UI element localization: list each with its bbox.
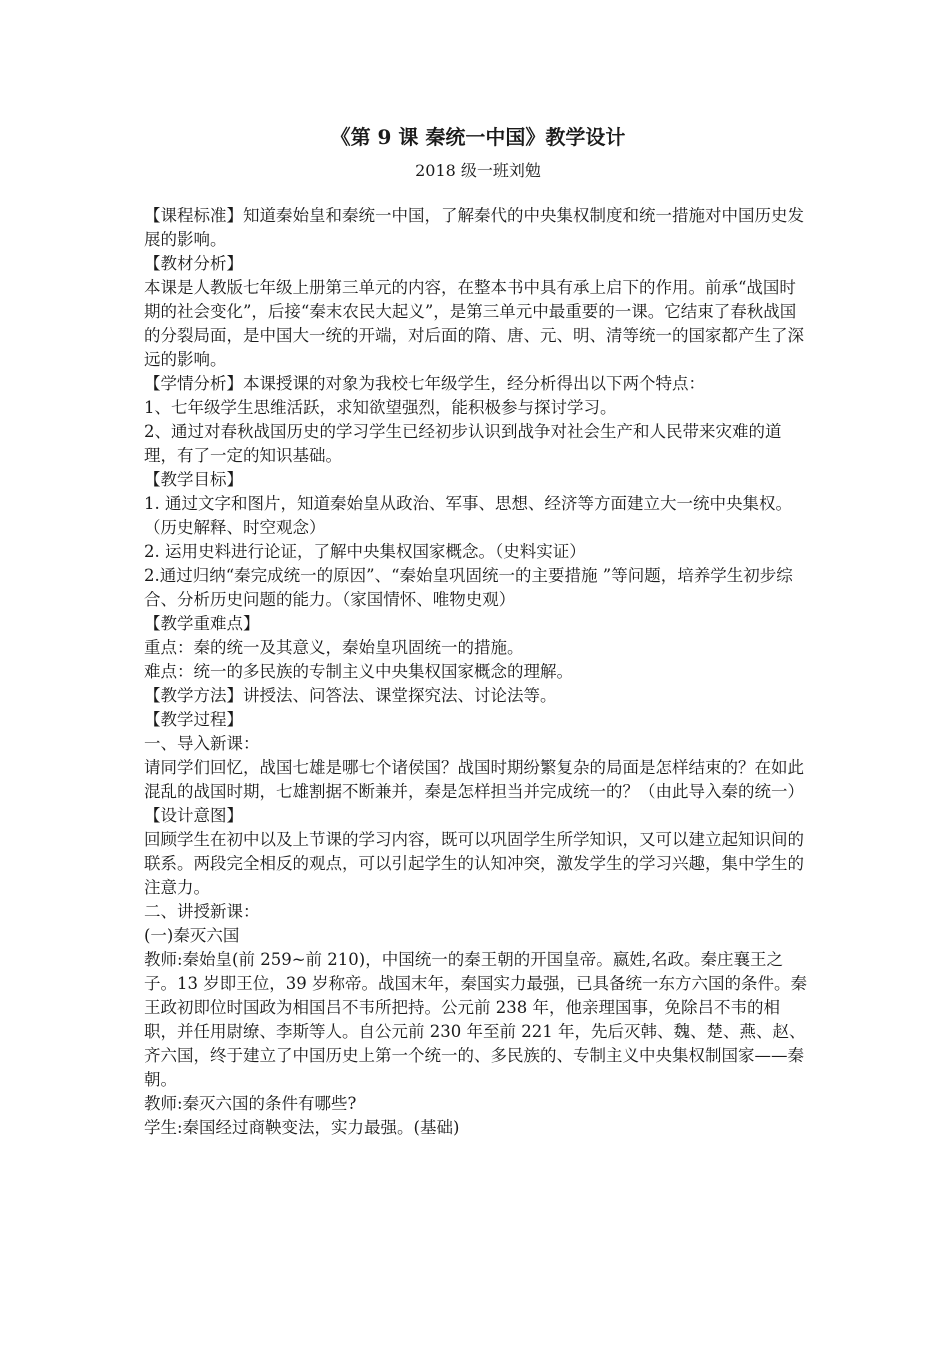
teaching-methods-paragraph: 【教学方法】讲授法、问答法、课堂探究法、讨论法等。 xyxy=(144,686,557,705)
student-answer: 学生:秦国经过商鞅变法，实力最强。(基础) xyxy=(144,1118,460,1137)
section-heading-teaching-process: 【教学过程】 xyxy=(144,710,243,729)
document-subtitle: 2018 级一班刘勉 xyxy=(415,161,541,180)
document-body xyxy=(144,204,812,1140)
teaching-goal-2: 2. 运用史料进行论证，了解中央集权国家概念。（史料实证） xyxy=(144,542,586,561)
subheading-new-lesson: 二、讲授新课： xyxy=(144,902,260,921)
student-point-1: 1、七年级学生思维活跃，求知欲望强烈，能积极参与探讨学习。 xyxy=(144,398,617,417)
section-heading-teaching-goals: 【教学目标】 xyxy=(144,470,243,489)
subheading-qin-conquers: (一)秦灭六国 xyxy=(144,926,240,945)
teaching-goal-3: 2.通过归纳“秦完成统一的原因”、“秦始皇巩固统一的主要措施 ”等问题，培养学生初步综合、分析历史问题的能力。（家国情怀、唯物史观） xyxy=(144,566,793,609)
teaching-goal-1: 1. 通过文字和图片，知道秦始皇从政治、军事、思想、经济等方面建立大一统中央集权。（历史解释、时空观念） xyxy=(144,494,792,537)
section-heading-key-points: 【教学重难点】 xyxy=(144,614,260,633)
course-standard-paragraph: 【课程标准】知道秦始皇和秦统一中国，了解秦代的中央集权制度和统一措施对中国历史发展的影响。 xyxy=(144,206,804,249)
section-heading-textbook-analysis: 【教材分析】 xyxy=(144,254,243,273)
teacher-narrative-paragraph: 教师:秦始皇(前 259~前 210)，中国统一的秦王朝的开国皇帝。嬴姓,名政。秦庄襄王之子。13 岁即王位，39 岁称帝。战国末年，秦国实力最强，已具备统一东方六国的条件。秦王政初即位时国政为相国吕不韦所把持。公元前 238 年，他亲理国事，免除吕不韦的相职，并任用尉缭、李斯等人。自公元前 230 年至前 221 年，先后灭韩、魏、楚、燕、赵、齐六国，终于建立了中国历史上第一个统一的、多民族的、专制主义中央集权制国家——秦朝。 xyxy=(144,950,807,1089)
document-title: 《第 9 课 秦统一中国》教学设计 xyxy=(330,125,626,149)
difficult-point: 难点：统一的多民族的专制主义中央集权国家概念的理解。 xyxy=(144,662,573,681)
design-intent-paragraph: 回顾学生在初中以及上节课的学习内容，既可以巩固学生所学知识，又可以建立起知识间的联系。两段完全相反的观点，可以引起学生的认知冲突，激发学生的学习兴趣，集中学生的注意力。 xyxy=(144,830,804,897)
section-heading-design-intent: 【设计意图】 xyxy=(144,806,243,825)
textbook-analysis-paragraph: 本课是人教版七年级上册第三单元的内容，在整本书中具有承上启下的作用。前承“战国时期的社会变化”，后接“秦末农民大起义”，是第三单元中最重要的一课。它结束了春秋战国的分裂局面，是中国大一统的开端，对后面的隋、唐、元、明、清等统一的国家都产生了深远的影响。 xyxy=(144,278,804,369)
key-point: 重点：秦的统一及其意义，秦始皇巩固统一的措施。 xyxy=(144,638,524,657)
student-analysis-paragraph: 【学情分析】本课授课的对象为我校七年级学生，经分析得出以下两个特点： xyxy=(144,374,705,393)
introduction-paragraph: 请同学们回忆，战国七雄是哪七个诸侯国？战国时期纷繁复杂的局面是怎样结束的？在如此混乱的战国时期，七雄割据不断兼并，秦是怎样担当并完成统一的？（由此导入秦的统一） xyxy=(144,758,804,801)
student-point-2: 2、通过对春秋战国历史的学习学生已经初步认识到战争对社会生产和人民带来灾难的道理，有了一定的知识基础。 xyxy=(144,422,782,465)
subheading-introduction: 一、导入新课： xyxy=(144,734,260,753)
teacher-question: 教师:秦灭六国的条件有哪些? xyxy=(144,1094,357,1113)
